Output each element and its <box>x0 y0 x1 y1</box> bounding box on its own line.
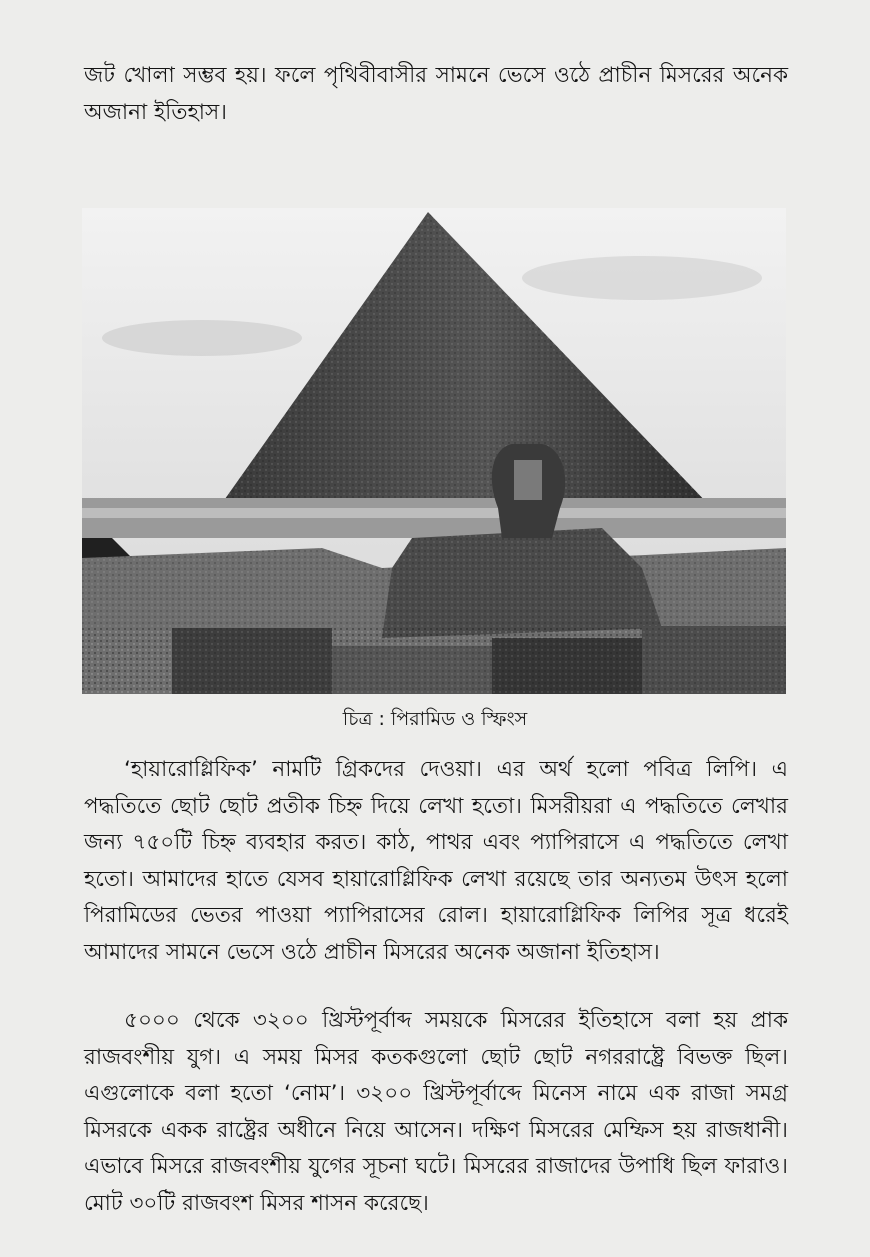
predynastic-paragraph: ৫০০০ থেকে ৩২০০ খ্রিস্টপূর্বাব্দ সময়কে মিসরের ইতিহাসে বলা হয় প্রাক রাজবংশীয় যুগ। এ সময় মিসর কতকগুলো ছোট ছোট নগররাষ্ট্রে বিভক্ত ছিল। এগুলোকে বলা হতো ‘নোম’। ৩২০০ খ্রিস্টপূর্বাব্দে মিনেস নামে এক রাজা সমগ্র মিসরকে একক রাষ্ট্রের অধীনে নিয়ে আসেন। দক্ষিণ মিসরের মেম্ফিস হয় রাজধানী। এভাবে মিসরে রাজবংশীয় যুগের সূচনা ঘটে। মিসরের রাজাদের উপাধি ছিল ফারাও। মোট ৩০টি রাজবংশ মিসর শাসন করেছে। <box>84 1008 788 1216</box>
figure-caption: চিত্র : পিরামিড ও স্ফিংস <box>342 708 528 730</box>
hieroglyphics-paragraph: ‘হায়ারোগ্লিফিক’ নামটি গ্রিকদের দেওয়া। এর অর্থ হলো পবিত্র লিপি। এ পদ্ধতিতে ছোট ছোট প্রতীক চিহ্ন দিয়ে লেখা হতো। মিসরীয়রা এ পদ্ধতিতে লেখার জন্য ৭৫০টি চিহ্ন ব্যবহার করত। কাঠ, পাথর এবং প্যাপিরাসে এ পদ্ধতিতে লেখা হতো। আমাদের হাতে যেসব হায়ারোগ্লিফিক লেখা রয়েছে তার অন্যতম উৎস হলো পিরামিডের ভেতর পাওয়া প্যাপিরাসের রোল। হায়ারোগ্লিফিক লিপির সূত্র ধরেই আমাদের সামনে ভেসে ওঠে প্রাচীন মিসরের অনেক অজানা ইতিহাস। <box>84 757 788 965</box>
intro-paragraph: জট খোলা সম্ভব হয়। ফলে পৃথিবীবাসীর সামনে ভেসে ওঠে প্রাচীন মিসরের অনেক অজানা ইতিহাস। <box>84 63 788 125</box>
pyramid-sphinx-photo <box>82 208 786 694</box>
